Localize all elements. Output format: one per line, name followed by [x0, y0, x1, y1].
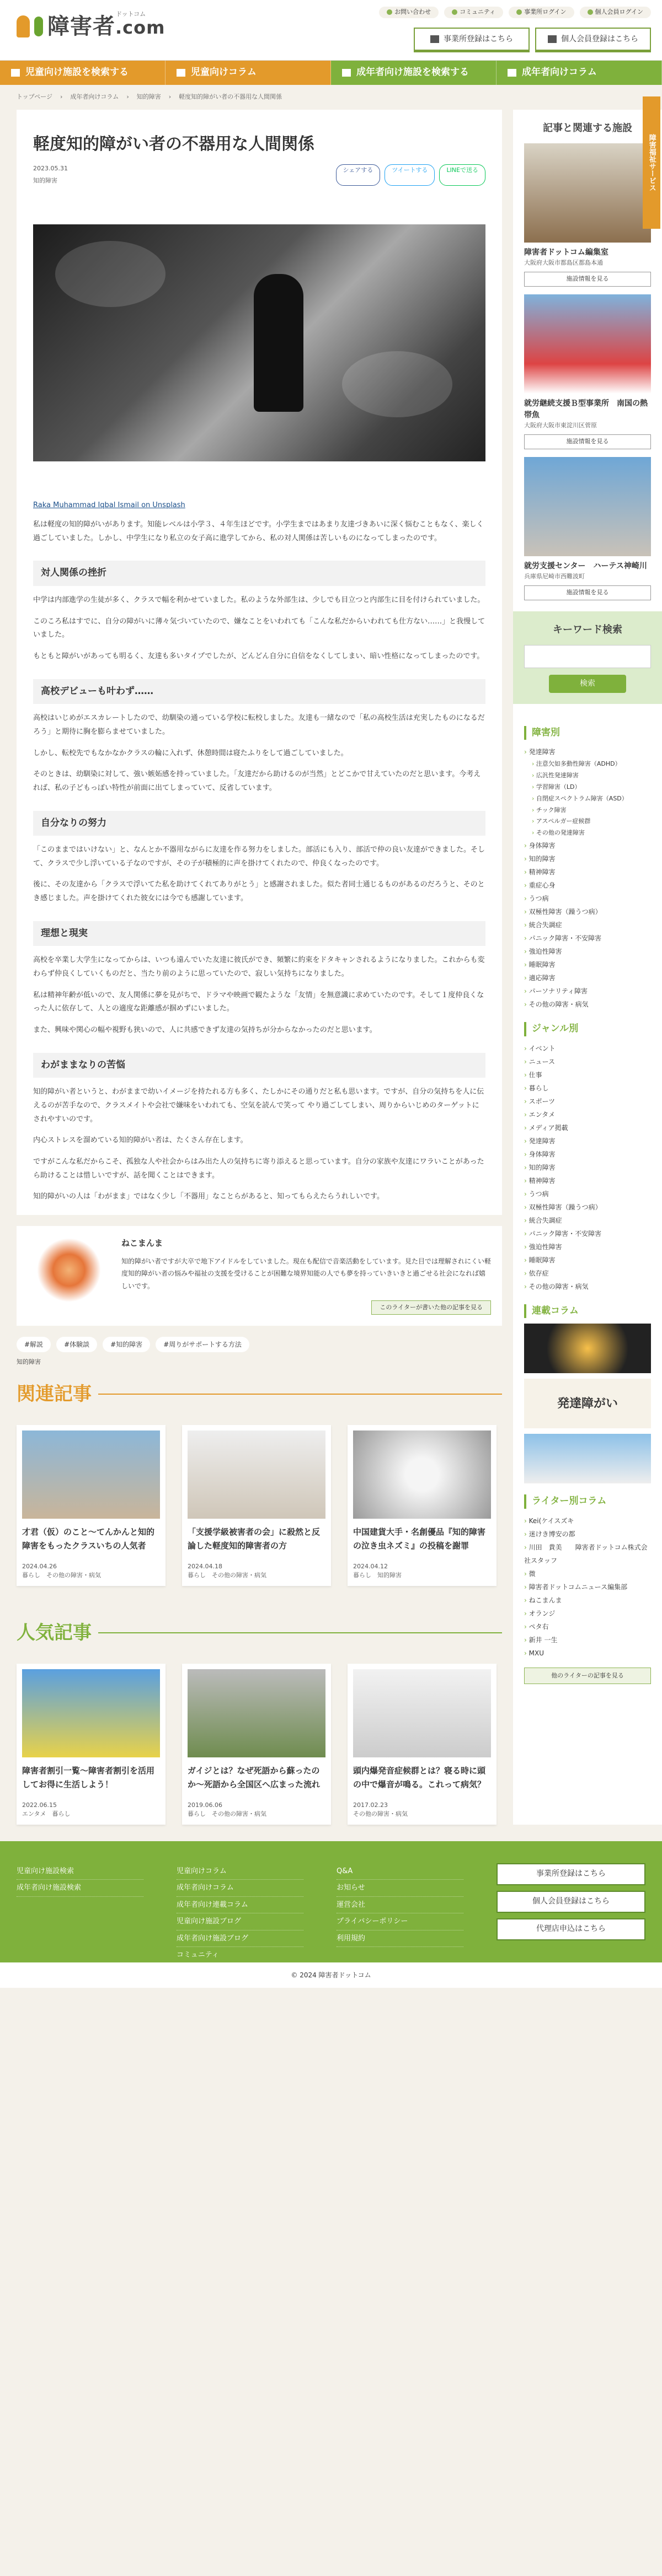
subcategory-item[interactable]: › その他の発達障害: [524, 827, 651, 839]
paragraph: 知的障がい者というと、わがままで幼いイメージを持たれる方も多く、たしかにその通りだと私も思います。ですが、自分の気持ちを人に伝えるのが苦手なので、クラスメイトや会社で嫌味をいわれても、空気を読んで笑って やり過ごしてしまい、周りからいじめのターゲットにされやすいのです。: [33, 1088, 484, 1123]
article-intro: 私は軽度の知的障がいがあります。知能レベルは小学３、４年生ほどです。小学生まではあまり友達づきあいに深く悩むこともなく、楽しく過ごしていました。しかし、中学生になり私立の女子高に進学してから、私の対人関係は苦しいものになってしまったのです。: [33, 520, 484, 542]
breadcrumb-sep: ›: [126, 93, 129, 100]
card-image: [353, 1669, 491, 1757]
card-date: 2019.06.06: [188, 1801, 222, 1809]
section-heading: 自分なりの努力: [33, 811, 485, 836]
genre-item[interactable]: › イベント: [524, 1042, 651, 1055]
card-image: [188, 1430, 325, 1519]
article-date: 2023.05.31: [33, 164, 68, 172]
category-item[interactable]: › 睡眠障害: [524, 958, 651, 971]
author-avatar: [28, 1237, 110, 1303]
service-tab[interactable]: 障害福祉サービス: [643, 96, 660, 229]
article-title: 軽度知的障がい者の不器用な人間関係: [33, 134, 314, 154]
popular-cards: [17, 1664, 502, 1825]
nav-adult-facility-search[interactable]: 成年者向け施設を検索する: [331, 61, 496, 85]
community-link[interactable]: コミュニティ: [444, 7, 503, 18]
twitter-share-button[interactable]: ツイートする: [385, 164, 435, 186]
community-icon: [452, 9, 457, 15]
genre-item[interactable]: › 依存症: [524, 1267, 651, 1280]
genre-list: [524, 1042, 651, 1293]
contact-link[interactable]: お問い合わせ: [379, 7, 439, 18]
office-register-button[interactable]: 事業所登録はこちら: [414, 28, 530, 51]
author-box: [17, 1226, 502, 1326]
keyword-search: [513, 611, 662, 704]
facility-image: [524, 143, 651, 243]
genre-item[interactable]: › うつ病: [524, 1187, 651, 1201]
article: [17, 110, 502, 1216]
writer-item[interactable]: › ペタ右: [524, 1620, 651, 1633]
paragraph: このころ私はすでに、自分の障がいに薄々気づいていたので、嫌なことをいわれても「こんな私だからいわれても仕方ない……」と我慢していました。: [33, 617, 485, 639]
member-login-link[interactable]: 個人会員ログイン: [580, 7, 651, 18]
facility-button[interactable]: 施設情報を見る: [524, 272, 651, 287]
photo-credit[interactable]: Raka Muhammad Iqbal Ismail on Unsplash: [33, 501, 185, 509]
hero-image: [33, 224, 485, 461]
genre-item[interactable]: › 統合失調症: [524, 1214, 651, 1227]
card-category: その他の障害・病気: [353, 1810, 408, 1818]
category-item[interactable]: › 知的障害: [524, 852, 651, 865]
card-title: 障害者割引一覧〜障害者割引を活用してお得に生活しよう！: [22, 1765, 155, 1790]
category-item[interactable]: › うつ病: [524, 892, 651, 905]
paragraph: 高校はいじめがエスカレートしたので、幼馴染の通っている学校に転校しました。友達も一緒なので「私の高校生活は充実したものになるだろう」と期待に胸を膨らませていました。: [33, 714, 485, 736]
writer-item[interactable]: › 微: [524, 1567, 651, 1580]
genre-item[interactable]: › その他の障害・病気: [524, 1280, 651, 1293]
genre-item[interactable]: › ニュース: [524, 1055, 651, 1068]
facility-image: [524, 457, 651, 556]
category-item[interactable]: › 統合失調症: [524, 918, 651, 932]
list-heading: ジャンル別: [524, 1022, 651, 1036]
hero-figure: [254, 274, 303, 412]
breadcrumb: [0, 85, 662, 110]
footer-link[interactable]: 児童向けコラム: [177, 1863, 303, 1880]
footer-col: [17, 1863, 143, 1940]
card-title: 中国建貨大手・名創優品『知的障害の泣き虫ネズミ』の投稿を謝罪: [353, 1526, 486, 1551]
sidebar-heading: 記事と関連する施設: [543, 122, 632, 134]
card-date: 2024.04.26: [22, 1562, 57, 1570]
paragraph: 内心ストレスを溜めている知的障がい者は、たくさん存在します。: [33, 1136, 248, 1145]
genre-item[interactable]: › 仕事: [524, 1068, 651, 1082]
site-footer: [0, 1841, 662, 1962]
card-date: 2024.04.12: [353, 1562, 388, 1570]
facility-address: 大阪府大阪市東淀川区菅原: [524, 421, 597, 429]
hero-shadow: [342, 351, 452, 417]
footer-link[interactable]: 成年者向けコラム: [177, 1880, 303, 1897]
share-buttons: [336, 164, 485, 186]
breadcrumb-item[interactable]: トップページ: [17, 93, 53, 100]
subcategory-item[interactable]: › 注意欠如多動性障害（ADHD）: [524, 759, 651, 770]
footer-link[interactable]: コミュニティ: [177, 1947, 303, 1964]
card-date: 2024.04.18: [188, 1562, 222, 1570]
facility-name: 就労継続支援Ｂ型事業所 南国の熱帯魚: [524, 399, 648, 420]
footer-col: [177, 1863, 303, 1960]
article-card[interactable]: [17, 1425, 166, 1586]
card-image: [22, 1669, 160, 1757]
writer-item[interactable]: › オランジ: [524, 1607, 651, 1620]
subcategory-item[interactable]: › チック障害: [524, 805, 651, 816]
list-heading: 連載コラム: [524, 1304, 651, 1319]
facility-card[interactable]: [524, 143, 651, 287]
card-category: 暮らし 知的障害: [353, 1572, 402, 1579]
tag[interactable]: #知的障害: [103, 1337, 150, 1352]
article-meta: [33, 164, 485, 186]
facility-name: 障害者ドットコム編集室: [524, 248, 608, 257]
category-item[interactable]: › 強迫性障害: [524, 945, 651, 958]
header-buttons: [414, 28, 651, 51]
card-image: [22, 1430, 160, 1519]
facility-address: 兵庫県尼崎市西難波町: [524, 572, 585, 580]
doc-icon: [177, 69, 185, 77]
article-card[interactable]: [348, 1664, 496, 1825]
logo-text: 障害者.com: [47, 14, 166, 39]
category-item[interactable]: › パニック障害・不安障害: [524, 932, 651, 945]
copyright: © 2024 障害者ドットコム: [0, 1962, 662, 1988]
content-wrap: [0, 110, 662, 1825]
writer-item[interactable]: › 川田 貴美 障害者ドットコム株式会社スタッフ: [524, 1541, 651, 1567]
card-date: 2017.02.23: [353, 1801, 388, 1809]
category-item[interactable]: › パーソナリティ障害: [524, 985, 651, 998]
line-share-button[interactable]: LINEで送る: [439, 164, 485, 186]
paragraph: 後に、その友達から「クラスで浮いてた私を助けてくれてありがとう」と感謝されました。似た者同士通じるものがあるのだろうと、そのとき感じました。声を掛けてくれた彼女には今でも感謝しています。: [33, 880, 485, 903]
list-heading: ライター別コラム: [524, 1494, 651, 1509]
article-card[interactable]: [348, 1425, 496, 1586]
writer-item[interactable]: › 新井 一生: [524, 1633, 651, 1647]
keyword-input[interactable]: [524, 645, 651, 668]
writer-list: [524, 1514, 651, 1660]
paragraph: ですがこんな私だからこそ、孤独な人や社会からはみ出た人の気持ちに寄り添えると思っています。自分の家族や友達にワラいことがあったら助けることは惜しいですが、話を聞くことはできます。: [33, 1158, 484, 1180]
footer-buttons: [496, 1863, 645, 1940]
author-name: ねこまんま: [121, 1238, 163, 1249]
article-card[interactable]: [182, 1425, 331, 1586]
facility-card[interactable]: [524, 294, 651, 449]
genre-item[interactable]: › パニック障害・不安障害: [524, 1227, 651, 1240]
footer-link[interactable]: 児童向け施設検索: [17, 1863, 143, 1880]
agency-apply-button[interactable]: 代理店申込はこちら: [496, 1918, 645, 1940]
genre-item[interactable]: › 身体障害: [524, 1148, 651, 1161]
card-category: 暮らし その他の障害・病気: [188, 1572, 266, 1579]
category-item[interactable]: › 適応障害: [524, 971, 651, 985]
genre-item[interactable]: › 双極性障害（躁うつ病）: [524, 1201, 651, 1214]
sidebar: [513, 110, 662, 1825]
site-header: [0, 0, 662, 61]
divider: [98, 1632, 502, 1633]
facility-name: 就労支援センター ハーテス神崎川: [524, 561, 647, 571]
breadcrumb-sep: ›: [168, 93, 172, 100]
footer-link[interactable]: 利用規約: [337, 1930, 463, 1948]
home-icon: [342, 69, 351, 77]
category-item[interactable]: › 身体障害: [524, 839, 651, 852]
writer-item[interactable]: › Kei(ケイスズキ: [524, 1514, 651, 1528]
logo-ruby: ドットコム: [116, 10, 146, 18]
section-heading: 対人関係の挫折: [33, 561, 485, 586]
paragraph: しかし、転校先でもなかなかクラスの輪に入れず、休憩時間は寝たふりをして過ごしていました。: [33, 749, 348, 757]
category-item[interactable]: › 発達障害: [524, 745, 651, 759]
writer-more-button[interactable]: 他のライターの記事を見る: [524, 1668, 651, 1685]
disability-list: [524, 745, 651, 1011]
genre-item[interactable]: › 睡眠障害: [524, 1254, 651, 1267]
nav-child-facility-search[interactable]: 児童向け施設を検索する: [0, 61, 166, 85]
related-heading: [17, 1380, 502, 1408]
category-item[interactable]: › 双極性障害（躁うつ病）: [524, 905, 651, 918]
facility-image: [524, 294, 651, 394]
site-logo[interactable]: [17, 10, 165, 43]
facility-button[interactable]: 施設情報を見る: [524, 434, 651, 449]
category-item[interactable]: › 精神障害: [524, 865, 651, 879]
column-banner[interactable]: [524, 1324, 651, 1373]
paragraph: 中学は内部進学の生徒が多く、クラスで幅を利かせていました。私のような外部生は、少しでも目立つと内部生に目を付けられていました。: [33, 595, 485, 604]
member-register-button[interactable]: 個人会員登録はこちら: [496, 1891, 645, 1913]
category-item[interactable]: › 重症心身: [524, 879, 651, 892]
paragraph: そのときは、幼馴染に対して、強い嫉妬感を持っていました。「友達だから助けるのが当然」とどこかで甘えていたのだと思います。今考えれば、私の子どもっぽい特性が前面に出てしまっていて、反省しています。: [33, 770, 481, 792]
category-lists: [513, 704, 662, 1696]
article-card[interactable]: [182, 1664, 331, 1825]
card-title: ガイジとは？なぜ死語から蘇ったのか〜死語から全国区へ広まった流れ: [188, 1765, 321, 1790]
article-category[interactable]: 知的障害: [33, 177, 57, 184]
bottom-category[interactable]: 知的障害: [17, 1358, 41, 1366]
related-heading-text: 関連記事: [17, 1383, 92, 1405]
footer-link[interactable]: 成年者向け施設検索: [17, 1880, 143, 1897]
card-title: 「支援学級被害者の会」に殺然と反論した軽度知的障害者の方: [188, 1526, 321, 1551]
genre-item[interactable]: › 知的障害: [524, 1161, 651, 1174]
footer-link[interactable]: 運営会社: [337, 1897, 463, 1914]
genre-item[interactable]: › 暮らし: [524, 1082, 651, 1095]
author-more-button[interactable]: このライターが書いた他の記事を見る: [371, 1300, 491, 1315]
office-register-button[interactable]: 事業所登録はこちら: [496, 1863, 645, 1885]
footer-link[interactable]: プライバシーポリシー: [337, 1913, 463, 1930]
footer-col: [337, 1863, 463, 1943]
section-heading: 理想と現実: [33, 921, 485, 946]
person-icon: [548, 35, 557, 43]
nav-child-column[interactable]: 児童向けコラム: [166, 61, 331, 85]
home-icon: [11, 69, 20, 77]
related-facilities: [513, 110, 662, 611]
article-card[interactable]: [17, 1664, 166, 1825]
main-nav: [0, 61, 662, 85]
footer-link[interactable]: 児童向け施設ブログ: [177, 1913, 303, 1930]
category-item[interactable]: › その他の障害・病気: [524, 998, 651, 1011]
paragraph: 知的障がいの人は「わがまま」ではなく少し「不器用」なことらがあると、知ってもらえたらうれしいです。: [33, 1192, 384, 1201]
tag[interactable]: #体験談: [56, 1337, 97, 1352]
footer-link[interactable]: 成年者向け連載コラム: [177, 1897, 303, 1914]
facility-address: 大阪府大阪市都島区都島本通: [524, 259, 603, 266]
breadcrumb-item[interactable]: 知的障害: [136, 93, 161, 100]
office-login-link[interactable]: 事業所ログイン: [509, 7, 574, 18]
genre-item[interactable]: › スポーツ: [524, 1095, 651, 1108]
facility-button[interactable]: 施設情報を見る: [524, 585, 651, 600]
breadcrumb-item[interactable]: 成年者向けコラム: [70, 93, 119, 100]
paragraph: 高校を卒業し大学生になってからは、いつも遠んでいた友達に彼氏ができ、頻繁に約束をドタキャンされるようになりました。これからも変わらず仲良くしていくものだと、当たり前のように思っていたので、寂しい気持ちになりました。: [33, 956, 485, 978]
genre-item[interactable]: › メディア掲載: [524, 1121, 651, 1134]
breadcrumb-sep: ›: [60, 93, 63, 100]
hero-shadow: [55, 241, 166, 307]
column-banner[interactable]: 発達障がい: [524, 1379, 651, 1428]
nav-adult-column[interactable]: 成年者向けコラム: [496, 61, 662, 85]
user-icon: [588, 9, 593, 15]
card-image: [353, 1430, 491, 1519]
logo-mark-2: [34, 17, 43, 36]
card-title: 才君（仮）のこと〜てんかんと知的障害をもったクラスいちの人気者: [22, 1526, 155, 1551]
list-heading: 障害別: [524, 726, 651, 740]
related-cards: [17, 1425, 502, 1586]
facility-card[interactable]: [524, 457, 651, 600]
section-heading: 高校デビューも叶わず……: [33, 679, 485, 704]
footer-link[interactable]: 成年者向け施設ブログ: [177, 1930, 303, 1948]
subcategory-item[interactable]: › 自閉症スペクトラム障害（ASD）: [524, 793, 651, 805]
section-heading: わがままなりの苦悩: [33, 1053, 485, 1078]
popular-heading-text: 人気記事: [17, 1621, 92, 1644]
writer-item[interactable]: › 障害者ドットコムニュース編集部: [524, 1580, 651, 1594]
genre-item[interactable]: › 発達障害: [524, 1134, 651, 1148]
divider: [98, 1394, 502, 1395]
paragraph: もともと障がいがあっても明るく、友達も多いタイプでしたが、どんどん自分に自信をなくしてしまい、暗い性格になってしまったのです。: [33, 652, 484, 660]
card-date: 2022.06.15: [22, 1801, 57, 1809]
paragraph: 私は精神年齢が低いので、友人関係に夢を見がちで、ドラマや映画で観たような「友情」を無意識に求めていたのです。そして１度仲良くなった人に依存して、人との適度な距離感が掴めずにいました。: [33, 991, 484, 1013]
facebook-share-button[interactable]: シェアする: [336, 164, 381, 186]
paragraph: また、興味や関心の幅や視野も狭いので、人に共感できず友達の気持ちが分からなかったのだと思います。: [33, 1026, 377, 1035]
subcategory-item[interactable]: › 広汎性発達障害: [524, 770, 651, 782]
writer-item[interactable]: › MXU: [524, 1647, 651, 1660]
card-category: 暮らし その他の障害・病気: [188, 1810, 266, 1818]
genre-item[interactable]: › 精神障害: [524, 1174, 651, 1187]
author-bio: 知的障がい者ですが大卒で地下アイドルをしていました。現在も配信で音楽活動をしています。見た目では理解されにくい軽度知的障がい者の悩みや福祉の支援を受けることが困難な境界知能の人でも夢を持っていきいきと過ごせる社会になれば嬉しいです。: [121, 1257, 491, 1290]
popular-heading: [17, 1619, 502, 1647]
footer-link[interactable]: お知らせ: [337, 1880, 463, 1897]
subcategory-item[interactable]: › アスペルガー症候群: [524, 816, 651, 827]
breadcrumb-current: 軽度知的障がい者の不器用な人間関係: [179, 93, 282, 100]
column-banner[interactable]: [524, 1434, 651, 1483]
keyword-heading: キーワード検索: [553, 623, 622, 636]
tag-list: [17, 1337, 502, 1352]
card-category: エンタメ 暮らし: [22, 1810, 71, 1818]
card-category: 暮らし その他の障害・病気: [22, 1572, 101, 1579]
top-links: [379, 7, 651, 18]
card-image: [188, 1669, 325, 1757]
member-register-button[interactable]: 個人会員登録はこちら: [535, 28, 651, 51]
tag[interactable]: #周りがサポートする方法: [156, 1337, 249, 1352]
logo-mark: [17, 15, 30, 37]
genre-item[interactable]: › 強迫性障害: [524, 1240, 651, 1254]
writer-item[interactable]: › 迷けき博安の都: [524, 1528, 651, 1541]
search-button[interactable]: 検索: [549, 675, 626, 693]
doc-icon: [508, 69, 516, 77]
tag[interactable]: #解説: [17, 1337, 51, 1352]
footer-link[interactable]: Q&A: [337, 1863, 463, 1880]
building-icon: [430, 35, 439, 43]
subcategory-item[interactable]: › 学習障害（LD）: [524, 782, 651, 793]
main-column: [17, 110, 502, 1825]
genre-item[interactable]: › エンタメ: [524, 1108, 651, 1121]
paragraph: 「このままではいけない」と、なんとか不器用ながらに友達を作る努力をしました。部活にも入り、部活で仲の良い友達ができました。そして、クラスで少し浮いている子なのですが、その子が積極的に声を掛けてくれたので、仲良くなったのです。: [33, 846, 485, 868]
login-icon: [516, 9, 522, 15]
writer-item[interactable]: › ねこまんま: [524, 1594, 651, 1607]
card-title: 頭内爆発音症候群とは？寝る時に頭の中で爆音が鳴る。これって病気？: [353, 1765, 486, 1790]
mail-icon: [387, 9, 392, 15]
